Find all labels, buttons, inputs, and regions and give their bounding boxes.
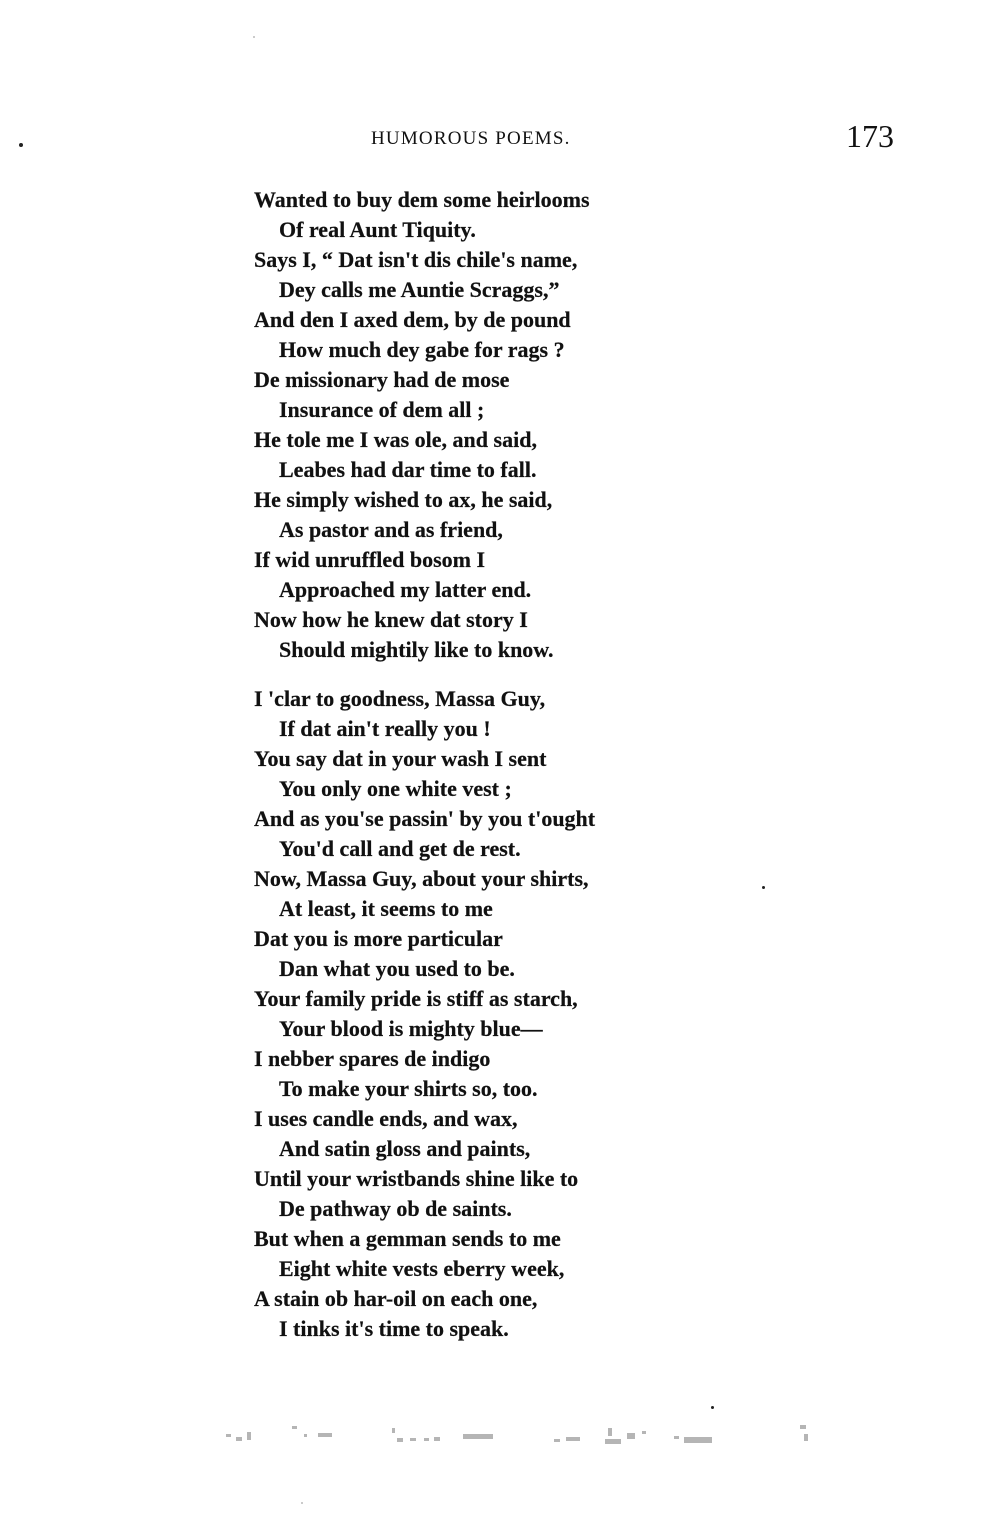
poem-line: And den I axed dem, by de pound <box>254 307 571 332</box>
poem-line: I 'clar to goodness, Massa Guy, <box>254 686 546 711</box>
running-title: HUMOROUS POEMS. <box>371 128 571 149</box>
poem-line: And as you'se passin' by you t'ought <box>254 806 596 831</box>
poem-line: De missionary had de mose <box>254 367 510 392</box>
poem-line: Until your wristbands shine like to <box>254 1166 579 1191</box>
scan-speck <box>301 1502 303 1504</box>
poem-line: Dey calls me Auntie Scraggs,” <box>279 277 560 302</box>
poem-line: De pathway ob de saints. <box>279 1196 512 1221</box>
poem-line: Eight white vests eberry week, <box>279 1256 565 1281</box>
poem-line: You only one white vest ; <box>279 776 512 801</box>
poem-line: Says I, “ Dat isn't dis chile's name, <box>254 247 578 272</box>
poem-line: Dat you is more particular <box>254 926 503 951</box>
poem-line: Leabes had dar time to fall. <box>279 457 537 482</box>
poem-line: A stain ob har-oil on each one, <box>254 1286 538 1311</box>
poem-line: I uses candle ends, and wax, <box>254 1106 518 1131</box>
poem-line: Should mightily like to know. <box>279 637 554 662</box>
scan-speck <box>762 886 765 889</box>
poem-line: Insurance of dem all ; <box>279 397 485 422</box>
poem-line: He tole me I was ole, and said, <box>254 427 537 452</box>
page-number: 173 <box>846 118 894 154</box>
scan-speck <box>711 1406 714 1409</box>
poem-line: And satin gloss and paints, <box>279 1136 531 1161</box>
poem-line: I nebber spares de indigo <box>254 1046 491 1071</box>
poem-line: Now, Massa Guy, about your shirts, <box>254 866 589 891</box>
poem-line: If wid unruffled bosom I <box>254 547 486 572</box>
poem-line: He simply wished to ax, he said, <box>254 487 553 512</box>
poem-line: If dat ain't really you ! <box>279 716 491 741</box>
poem-line: Approached my latter end. <box>279 577 532 602</box>
poem-line: Wanted to buy dem some heirlooms <box>254 187 590 212</box>
poem-line: Your blood is mighty blue— <box>279 1016 543 1041</box>
poem-line: Your family pride is stiff as starch, <box>254 986 578 1011</box>
poem-line: I tinks it's time to speak. <box>279 1316 509 1341</box>
scan-speck <box>19 143 23 147</box>
poem-line: But when a gemman sends to me <box>254 1226 561 1251</box>
poem-line: To make your shirts so, too. <box>279 1076 538 1101</box>
scan-speck <box>253 36 255 38</box>
poem-line: Dan what you used to be. <box>279 956 515 981</box>
poem-line: You say dat in your wash I sent <box>254 746 547 771</box>
poem-line: You'd call and get de rest. <box>279 836 521 861</box>
poem-line: How much dey gabe for rags ? <box>279 337 565 362</box>
poem-line: Of real Aunt Tiquity. <box>279 217 476 242</box>
poem-line: As pastor and as friend, <box>279 517 503 542</box>
poem-line: Now how he knew dat story I <box>254 607 528 632</box>
poem-line: At least, it seems to me <box>279 896 493 921</box>
